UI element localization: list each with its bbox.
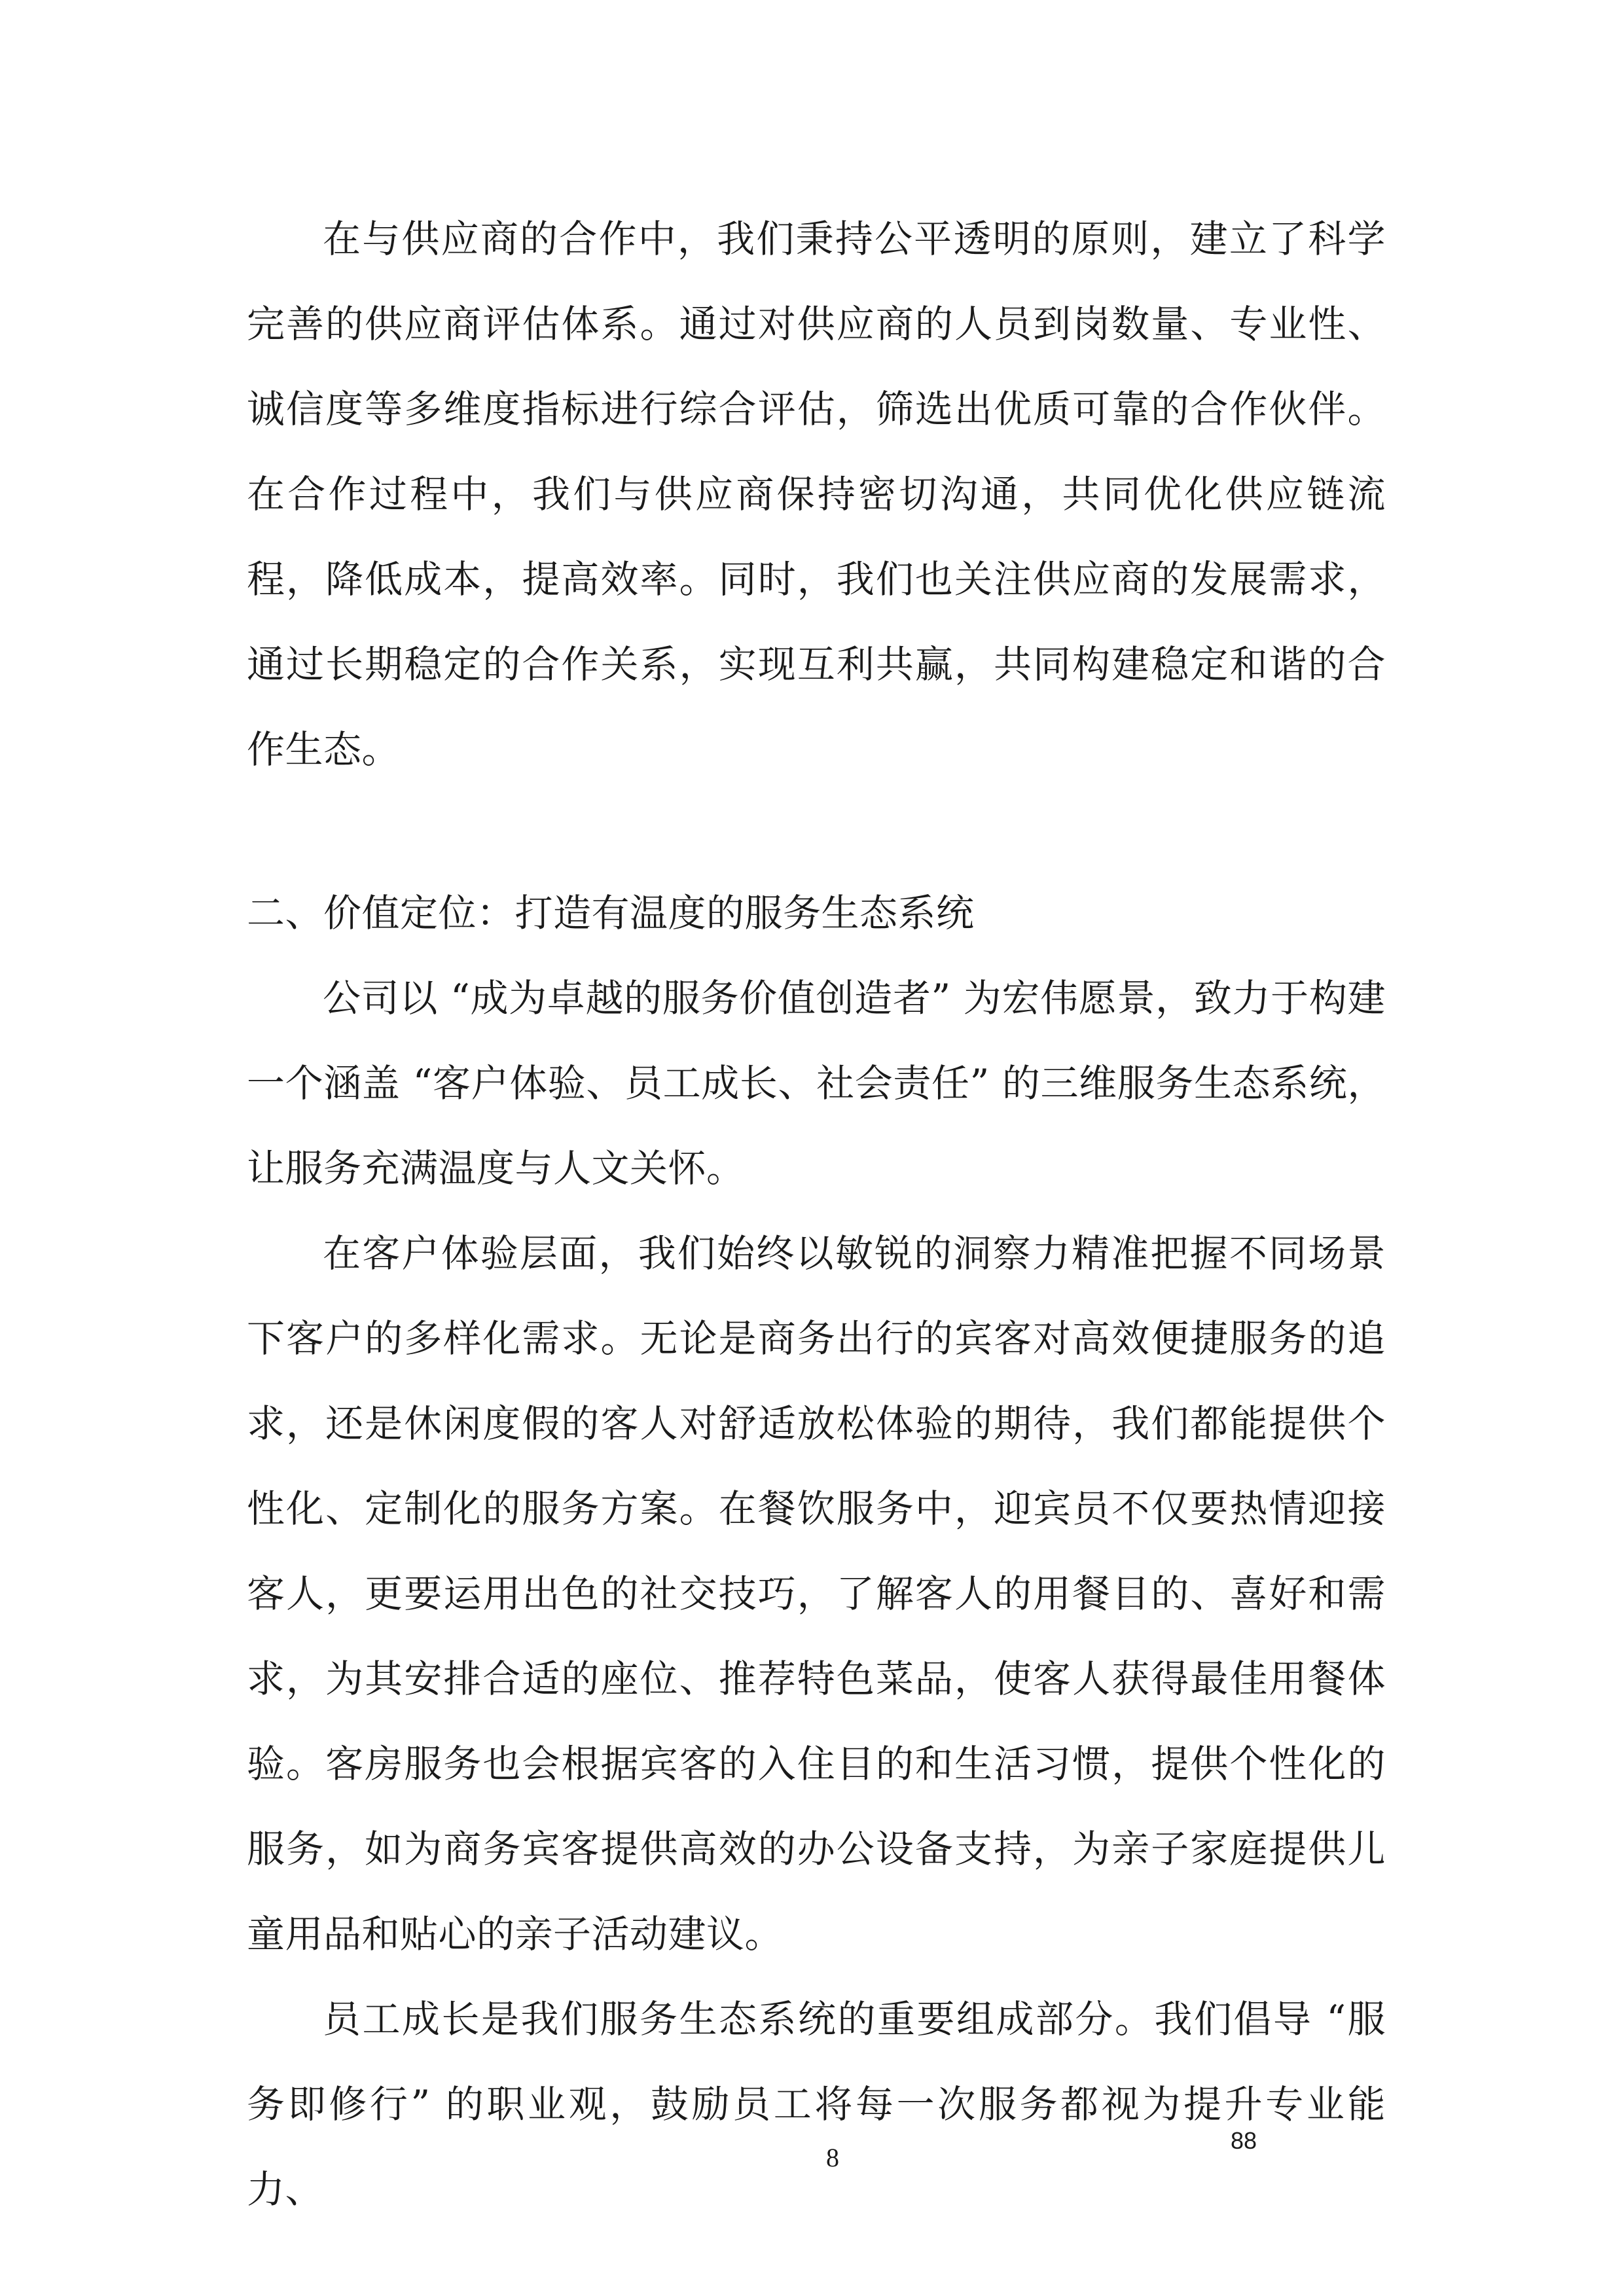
document-body xyxy=(247,196,1386,2232)
paragraph-supplier-cooperation: 在与供应商的合作中，我们秉持公平透明的原则，建立了科学完善的供应商评估体系。通过对供应商的人员到岗数量、专业性、诚信度等多维度指标进行综合评估，筛选出优质可靠的合作伙伴。在合作过程中，我们与供应商保持密切沟通，共同优化供应链流程，降低成本，提高效率。同时，我们也关注供应商的发展需求，通过长期稳定的合作关系，实现互利共赢，共同构建稳定和谐的合作生态。 xyxy=(247,217,1386,772)
paragraph-vision: 公司以 “成为卓越的服务价值创造者” 为宏伟愿景，致力于构建一个涵盖 “客户体验、员工成长、社会责任” 的三维服务生态系统，让服务充满温度与人文关怀。 xyxy=(247,976,1386,1191)
section-heading: 二、价值定位：打造有温度的服务生态系统 xyxy=(247,891,975,935)
page-number-alt: 88 xyxy=(1231,2127,1257,2154)
paragraph-customer-experience: 在客户体验层面，我们始终以敏锐的洞察力精准把握不同场景下客户的多样化需求。无论是商务出行的宾客对高效便捷服务的追求，还是休闲度假的客人对舒适放松体验的期待，我们都能提供个性化、定制化的服务方案。在餐饮服务中，迎宾员不仅要热情迎接客人，更要运用出色的社交技巧，了解客人的用餐目的、喜好和需求，为其安排合适的座位、推荐特色菜品，使客人获得最佳用餐体验。客房服务也会根据宾客的入住目的和生活习惯，提供个性化的服务，如为商务宾客提供高效的办公设备支持，为亲子家庭提供儿童用品和贴心的亲子活动建议。 xyxy=(247,1231,1386,1956)
paragraph-employee-growth: 员工成长是我们服务生态系统的重要组成部分。我们倡导 “服务即修行” 的职业观，鼓励员工将每一次服务都视为提升专业能力、 xyxy=(247,1997,1386,2212)
page-number: 8 xyxy=(826,2143,839,2172)
